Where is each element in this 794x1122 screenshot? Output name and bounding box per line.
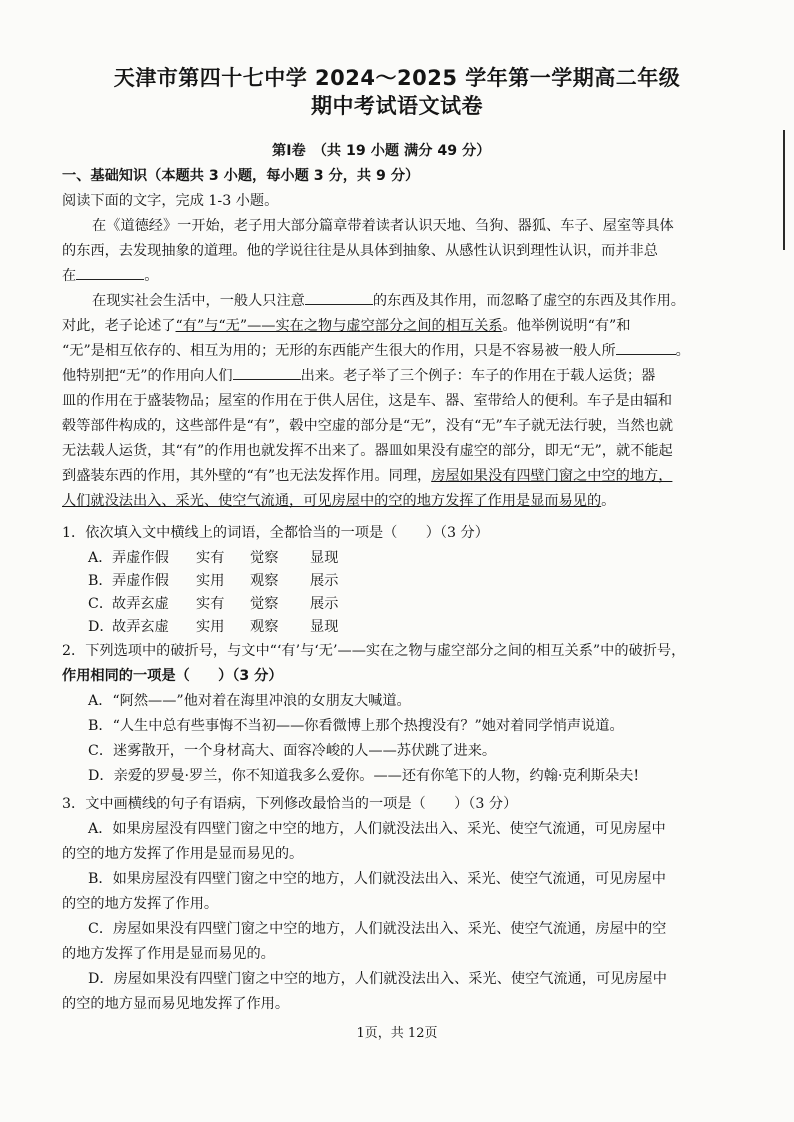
question-2-option-d: D．亲爱的罗曼·罗兰，你不知道我多么爱你。——还有你笔下的人物，约翰·克利斯朵夫! bbox=[88, 768, 640, 784]
passage-line: 他特别把“无”的作用向人们 出来。老子举了三个例子：车子的作用在于载人运货；器 bbox=[62, 365, 655, 387]
question-3-option-c: 的地方发挥了作用是显而易见的。 bbox=[62, 946, 275, 962]
underlined-sentence: 房屋如果没有四壁门窗之中空的地方， bbox=[431, 468, 673, 484]
passage-line: 在《道德经》一开始，老子用大部分篇章带着读者认识天地、刍狗、器狐、车子、屋室等具体 bbox=[92, 218, 674, 234]
section-heading: 一、基础知识（本题共 3 小题，每小题 3 分，共 9 分） bbox=[62, 168, 420, 184]
passage-line: 皿的作用在于盛装物品；屋室的作用在于供人居住，这是车、器、室带给人的便利。车子是由辐和 bbox=[62, 393, 673, 409]
question-3-option-c: C．房屋如果没有四壁门窗之中空的地方，人们就没法出入、采光、使空气流通，房屋中的空 bbox=[88, 921, 667, 937]
passage-line: 到盛装东西的作用，其外壁的“有”也无法发挥作用。同理，房屋如果没有四壁门窗之中空的地方， bbox=[62, 468, 673, 484]
question-1-option-word: 故弄玄虚 bbox=[112, 619, 169, 635]
question-1-option-word: 弄虚作假 bbox=[112, 573, 169, 589]
passage-line: 人们就没法出入、采光、使空气流通，可见房屋中的空的地方发挥了作用是显而易见的。 bbox=[62, 493, 616, 509]
question-2-stem: 作用相同的一项是（ ）（3 分） bbox=[62, 668, 283, 684]
question-3-option-d: D．房屋如果没有四壁门窗之中空的地方，人们就没法出入、采光、使空气流通，可见房屋中 bbox=[88, 971, 667, 987]
question-1-option-word: 觉察 bbox=[250, 596, 279, 612]
passage-line: 毂等部件构成的，这些部件是“有”，毂中空虚的部分是“无”，没有“无”车子就无法行驶，当然也就 bbox=[62, 418, 674, 434]
question-1-option-word: 观察 bbox=[250, 619, 279, 635]
question-1-option-word: 实有 bbox=[196, 596, 225, 612]
exam-title-line2: 期中考试语文试卷 bbox=[311, 94, 483, 118]
passage-line: “无”是相互依存的、相互为用的；无形的东西能产生很大的作用，只是不容易被一般人所 。 bbox=[62, 340, 690, 362]
question-1-option-word: 展示 bbox=[310, 596, 339, 612]
instruction: 阅读下面的文字，完成 1-3 小题。 bbox=[62, 193, 279, 209]
fill-blank-4 bbox=[233, 365, 301, 380]
question-1-option-word: 故弄玄虚 bbox=[112, 596, 169, 612]
question-1-stem: 1．依次填入文中横线上的词语，全都恰当的一项是（ ）（3 分） bbox=[62, 525, 489, 541]
passage-line: 的东西，去发现抽象的道理。他的学说往往是从具体到抽象、从感性认识到理性认识，而并非总 bbox=[62, 243, 658, 259]
fill-blank-2 bbox=[305, 290, 373, 305]
question-2-stem: 2．下列选项中的破折号，与文中“‘有’与‘无’——实在之物与虚空部分之间的相互关系”中的破折号， bbox=[62, 643, 686, 659]
question-3-option-a: 的空的地方发挥了作用是显而易见的。 bbox=[62, 846, 304, 862]
question-2-option-b: B．“人生中总有些事悔不当初——你看微博上那个热搜没有？”她对着同学悄声说道。 bbox=[88, 718, 624, 734]
question-1-option-word: 觉察 bbox=[250, 550, 279, 566]
question-3-option-a: A．如果房屋没有四壁门窗之中空的地方，人们就没法出入、采光、使空气流通，可见房屋中 bbox=[88, 821, 666, 837]
question-1-option-word: 实用 bbox=[196, 573, 225, 589]
question-1-option-word: 实用 bbox=[196, 619, 225, 635]
passage-line: 在 。 bbox=[62, 265, 158, 287]
question-3-option-b: 的空的地方发挥了作用。 bbox=[62, 896, 219, 912]
question-1-option-letter: A． bbox=[88, 550, 113, 566]
underlined-sentence: 人们就没法出入、采光、使空气流通，可见房屋中的空的地方发挥了作用是显而易见的 bbox=[62, 493, 602, 509]
question-1-option-word: 显现 bbox=[310, 619, 339, 635]
exam-title-line1: 天津市第四十七中学 2024～2025 学年第一学期高二年级 bbox=[113, 66, 681, 90]
passage-line: 无法载人运货，其“有”的作用也就发挥不出来了。器皿如果没有虚空的部分，即无“无”，就不能起 bbox=[62, 443, 673, 459]
quoted-phrase: “有”与“无”——实在之物与虚空部分之间的相互关系 bbox=[175, 318, 503, 334]
question-1-option-word: 实有 bbox=[196, 550, 225, 566]
question-1-option-word: 展示 bbox=[310, 573, 339, 589]
question-2-option-a: A．“阿然——”他对着在海里冲浪的女朋友大喊道。 bbox=[88, 693, 411, 709]
scan-edge-mark bbox=[783, 130, 785, 250]
question-3-stem: 3．文中画横线的句子有语病，下列修改最恰当的一项是（ ）（3 分） bbox=[62, 796, 518, 812]
fill-blank-3 bbox=[616, 340, 676, 355]
question-1-option-letter: C． bbox=[88, 596, 114, 612]
passage-line: 在现实社会生活中，一般人只注意 的东西及其作用，而忽略了虚空的东西及其作用。 bbox=[92, 290, 685, 312]
page-number: 1页，共 12页 bbox=[356, 1026, 438, 1041]
question-3-option-b: B．如果房屋没有四壁门窗之中空的地方，人们就没法出入、采光、使空气流通，可见房屋中 bbox=[88, 871, 666, 887]
passage-line: 对此，老子论述了“有”与“无”——实在之物与虚空部分之间的相互关系。他举例说明“有”和 bbox=[62, 318, 631, 334]
question-1-option-word: 弄虚作假 bbox=[112, 550, 169, 566]
fill-blank-1 bbox=[76, 265, 144, 280]
question-1-option-letter: B． bbox=[88, 573, 113, 589]
question-2-option-c: C．迷雾散开，一个身材高大、面容冷峻的人——苏伏跳了进来。 bbox=[88, 743, 497, 759]
question-1-option-word: 观察 bbox=[250, 573, 279, 589]
question-1-option-letter: D． bbox=[88, 619, 114, 635]
question-3-option-d-cont: 的空的地方显而易见地发挥了作用。 bbox=[62, 996, 290, 1012]
part-heading: 第Ⅰ卷 （共 19 小题 满分 49 分） bbox=[272, 143, 491, 159]
question-1-option-word: 显现 bbox=[310, 550, 339, 566]
